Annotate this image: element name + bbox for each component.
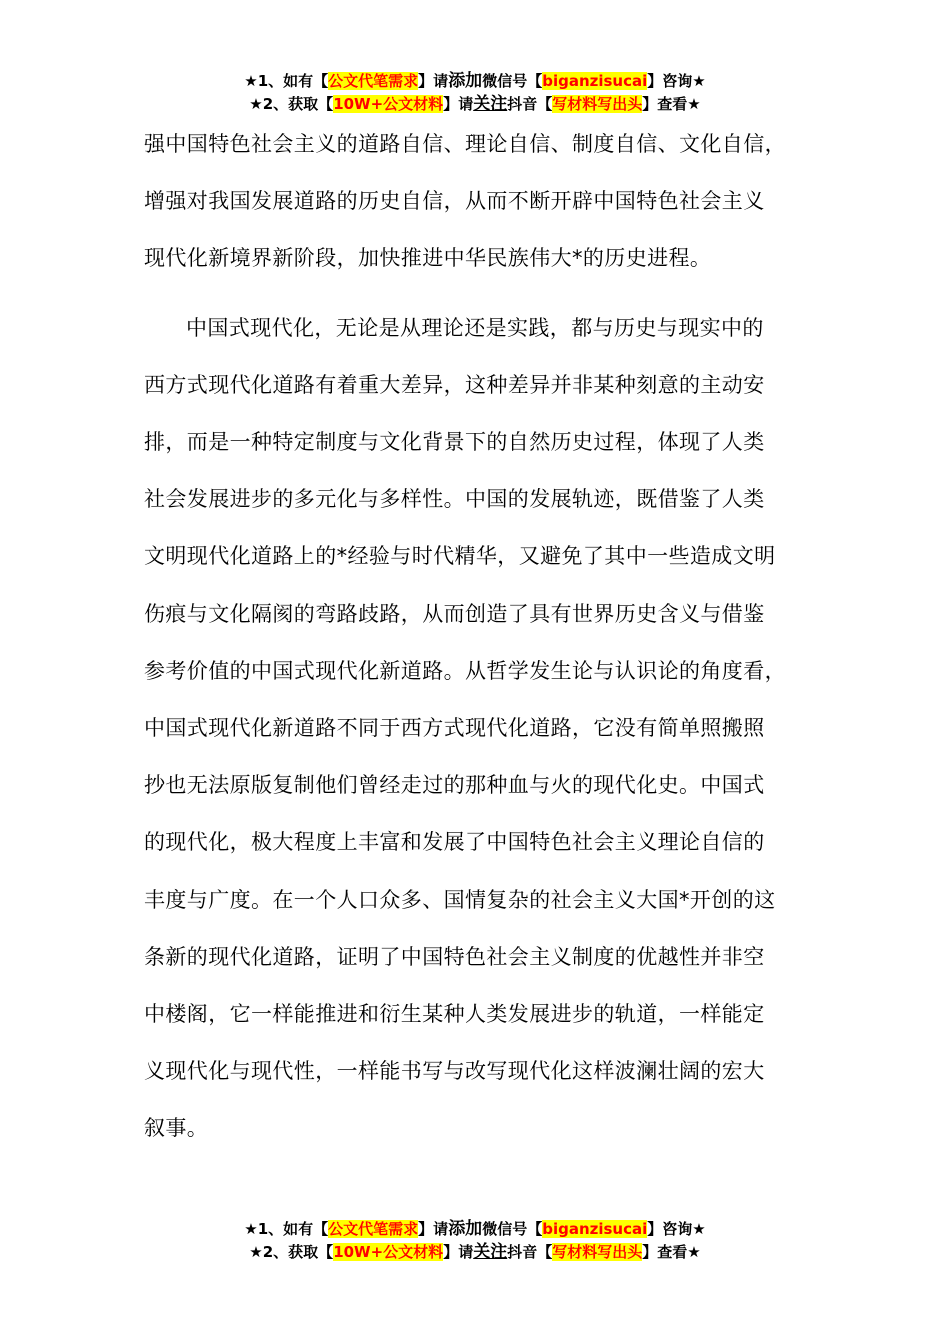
star-icon: ★ xyxy=(249,95,263,113)
star-icon: ★ xyxy=(687,1243,701,1261)
banner-text: 抖音【 xyxy=(507,1243,553,1261)
text-line: 强中国特色社会主义的道路自信、理论自信、制度自信、文化自信， xyxy=(144,132,786,156)
banner-text: 微信号【 xyxy=(482,72,543,90)
star-icon: ★ xyxy=(244,72,258,90)
highlight-service: 公文代笔需求 xyxy=(328,1220,419,1238)
star-icon: ★ xyxy=(687,95,701,113)
star-icon: ★ xyxy=(692,72,706,90)
banner-text: 】请 xyxy=(418,72,449,90)
banner-text: 】请 xyxy=(418,1220,449,1238)
text-line: 中国式现代化，无论是从理论还是实践，都与历史与现实中的 xyxy=(186,315,764,340)
banner-emphasis: 关注 xyxy=(473,1242,508,1262)
banner-text: 2、获取【 xyxy=(262,1243,334,1261)
text-line: 中楼阁，它一样能推进和衍生某种人类发展进步的轨道，一样能定 xyxy=(144,1002,765,1027)
document-body xyxy=(144,116,832,1158)
banner-emphasis: 添加 xyxy=(448,71,483,91)
text-line: 排，而是一种特定制度与文化背景下的自然历史过程，体现了人类 xyxy=(144,430,765,455)
star-icon: ★ xyxy=(244,1220,258,1238)
text-line: 抄也无法原版复制他们曾经走过的那种血与火的现代化史。中国式 xyxy=(144,773,765,798)
banner-text: 微信号【 xyxy=(482,1220,543,1238)
paragraph-1 xyxy=(144,116,832,288)
banner-emphasis: 关注 xyxy=(473,94,508,114)
text-line: 叙事。 xyxy=(144,1116,209,1141)
banner-line-2 xyxy=(0,93,950,116)
text-line: 条新的现代化道路，证明了中国特色社会主义制度的优越性并非空 xyxy=(144,944,765,969)
banner-text: 】请 xyxy=(443,1243,474,1261)
header-banner xyxy=(0,70,950,116)
star-icon: ★ xyxy=(249,1243,263,1261)
text-line: 现代化新境界新阶段，加快推进中华民族伟大*的历史进程。 xyxy=(144,246,712,271)
text-line: 参考价值的中国式现代化新道路。从哲学发生论与认识论的角度看， xyxy=(144,658,786,683)
text-line: 西方式现代化道路有着重大差异，这种差异并非某种刻意的主动安 xyxy=(144,372,765,397)
paragraph-2 xyxy=(144,300,832,1158)
banner-text: 】咨询 xyxy=(647,1220,693,1238)
text-line: 丰度与广度。在一个人口众多、国情复杂的社会主义大国*开创的这 xyxy=(144,887,776,912)
banner-text: 】请 xyxy=(443,95,474,113)
highlight-materials: 10W+公文材料 xyxy=(333,1243,444,1261)
banner-emphasis: 添加 xyxy=(448,1219,483,1239)
banner-text: 】咨询 xyxy=(647,72,693,90)
banner-line-1 xyxy=(0,70,950,93)
highlight-douyin-id: 写材料写出头 xyxy=(552,1243,643,1261)
text-line: 文明现代化道路上的*经验与时代精华，又避免了其中一些造成文明 xyxy=(144,544,776,569)
footer-banner xyxy=(0,1218,950,1264)
banner-text: 2、获取【 xyxy=(262,95,334,113)
text-line: 增强对我国发展道路的历史自信，从而不断开辟中国特色社会主义 xyxy=(144,189,765,214)
highlight-douyin-id: 写材料写出头 xyxy=(552,95,643,113)
banner-line-2 xyxy=(0,1241,950,1264)
text-line: 中国式现代化新道路不同于西方式现代化道路，它没有简单照搬照 xyxy=(144,716,765,741)
banner-line-1 xyxy=(0,1218,950,1241)
banner-text: 】查看 xyxy=(642,95,688,113)
banner-text: 1、如有【 xyxy=(257,72,329,90)
star-icon: ★ xyxy=(692,1220,706,1238)
banner-text: 抖音【 xyxy=(507,95,553,113)
highlight-wechat-id: biganzisucai xyxy=(542,1220,648,1238)
highlight-wechat-id: biganzisucai xyxy=(542,72,648,90)
highlight-service: 公文代笔需求 xyxy=(328,72,419,90)
text-line: 社会发展进步的多元化与多样性。中国的发展轨迹，既借鉴了人类 xyxy=(144,487,765,512)
text-line: 伤痕与文化隔阂的弯路歧路，从而创造了具有世界历史含义与借鉴 xyxy=(144,601,765,626)
banner-text: 1、如有【 xyxy=(257,1220,329,1238)
text-line: 义现代化与现代性，一样能书写与改写现代化这样波澜壮阔的宏大 xyxy=(144,1059,765,1084)
paragraph-gap xyxy=(144,288,832,300)
text-line: 的现代化，极大程度上丰富和发展了中国特色社会主义理论自信的 xyxy=(144,830,765,855)
highlight-materials: 10W+公文材料 xyxy=(333,95,444,113)
banner-text: 】查看 xyxy=(642,1243,688,1261)
